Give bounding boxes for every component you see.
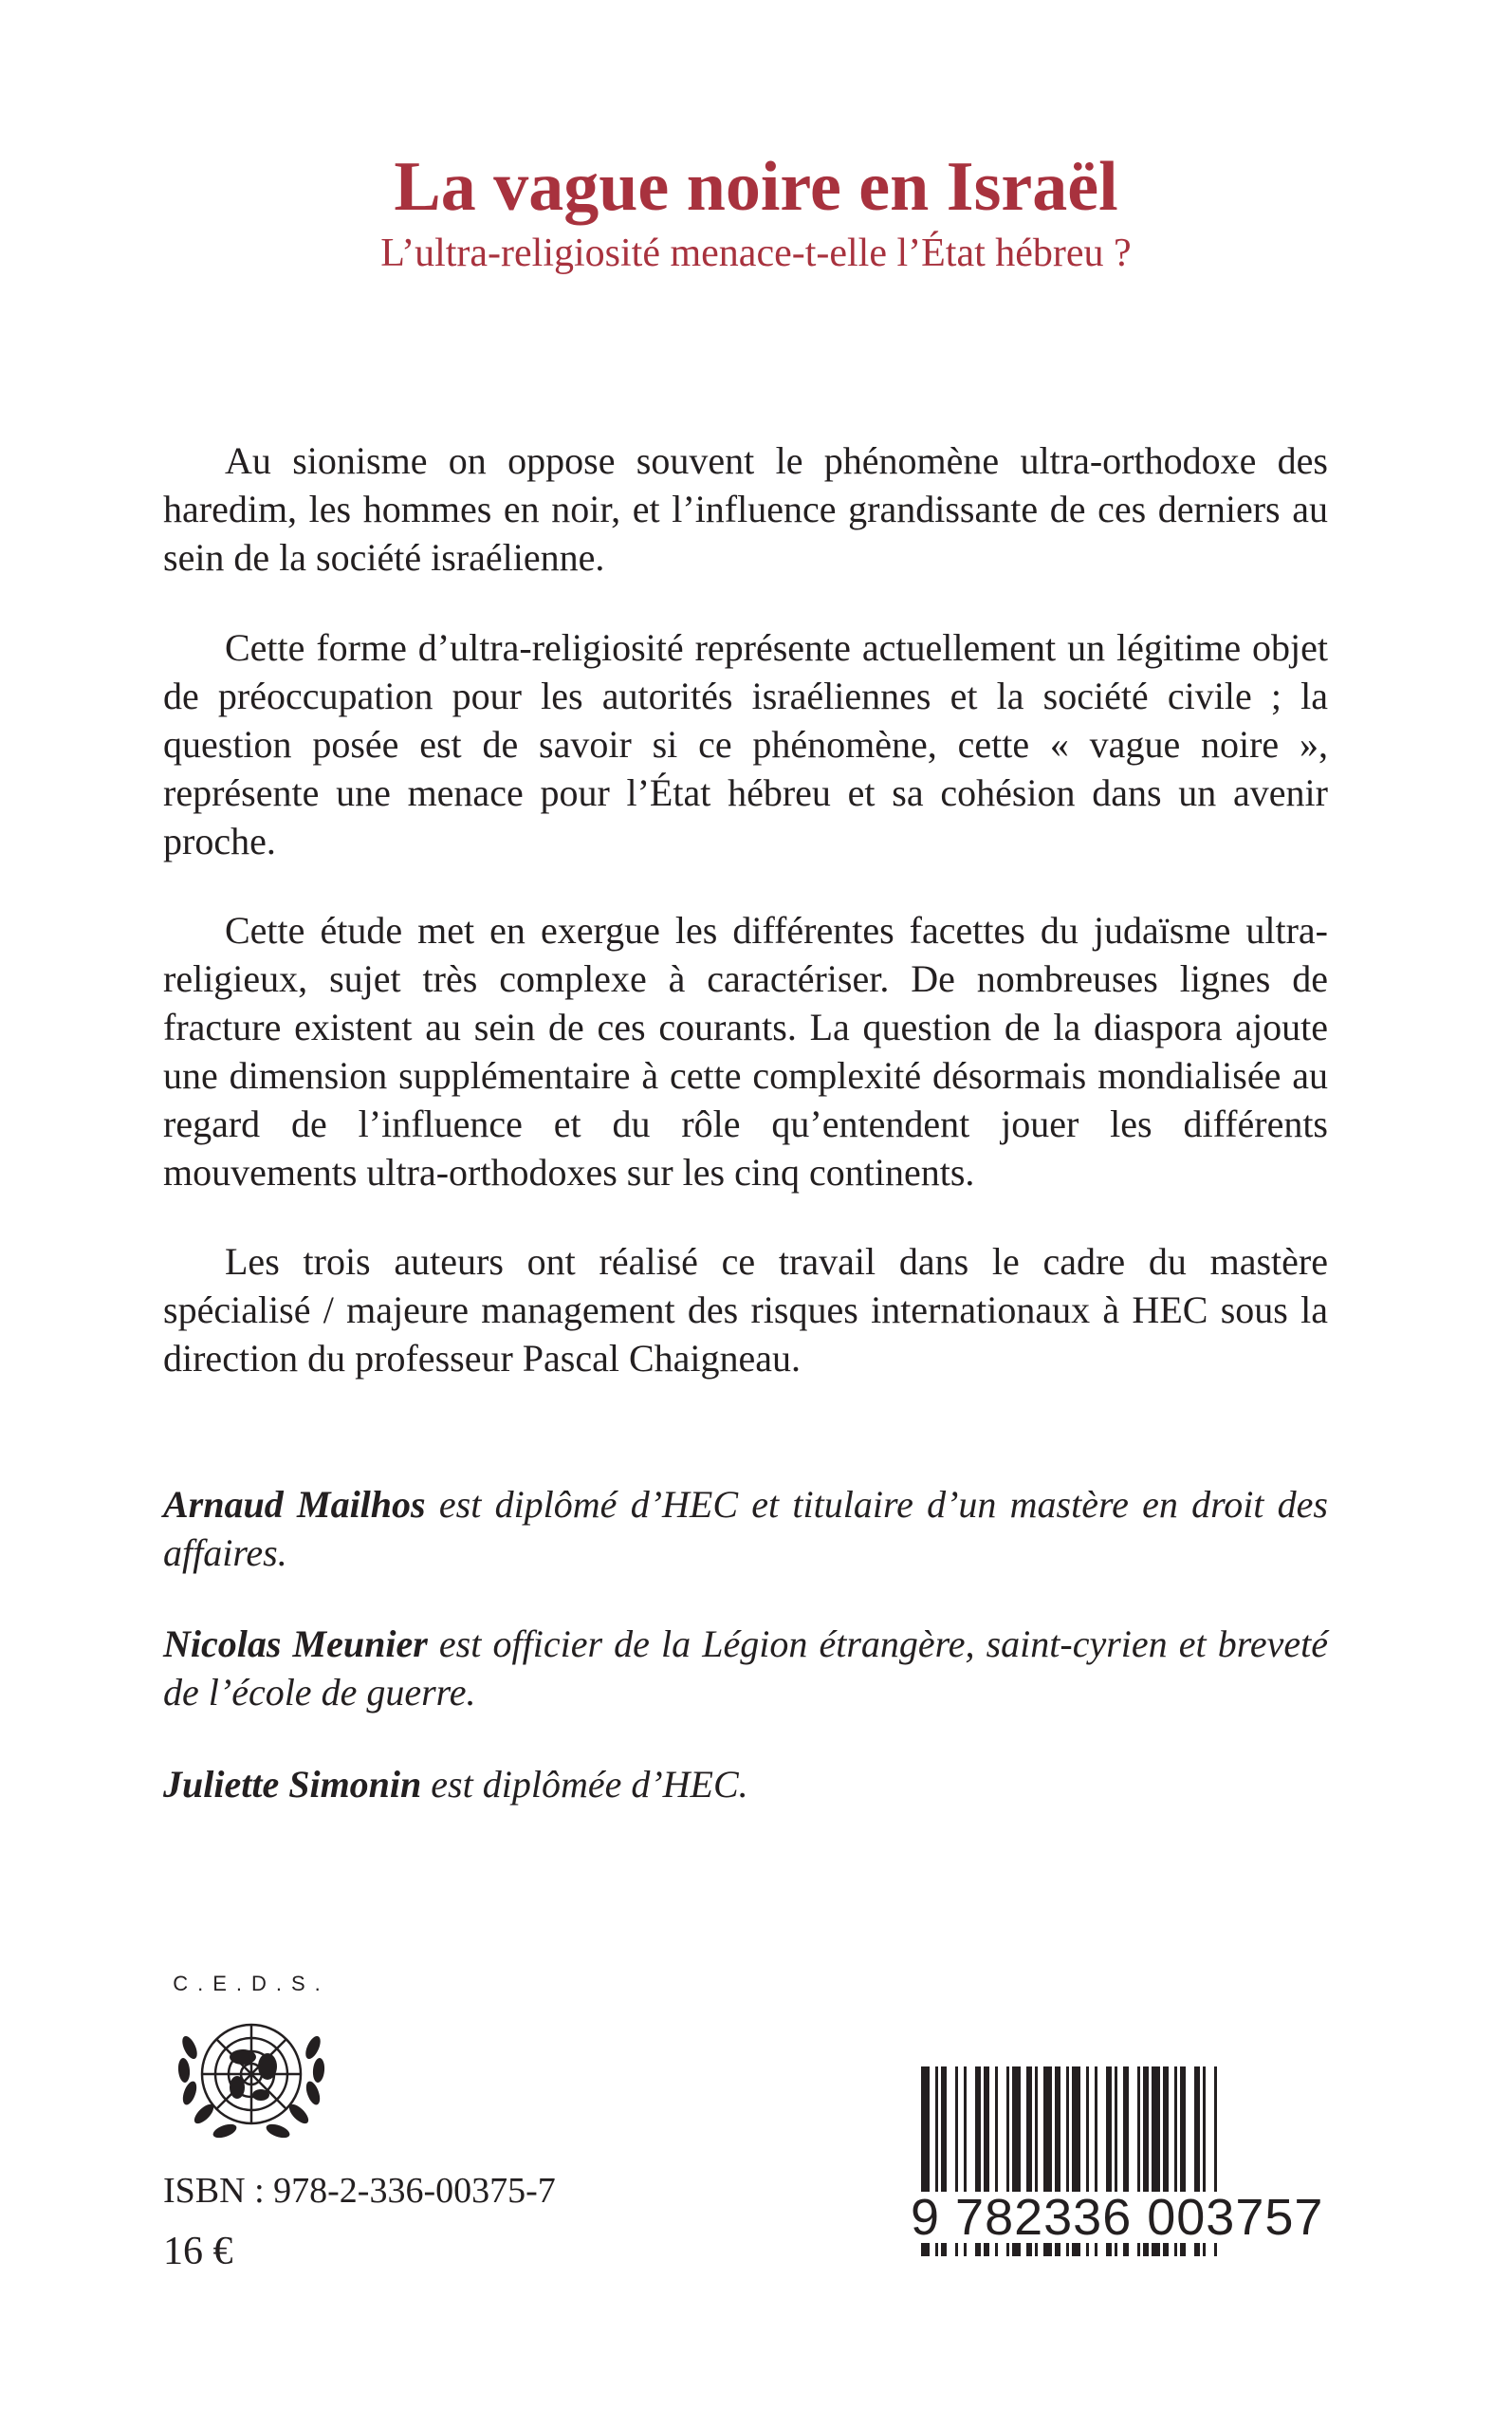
author-description: est diplômé d’HEC et titulaire d’un mastère en droit des affaires.	[163, 1483, 1329, 1574]
author-bio-3	[163, 1760, 1328, 1808]
book-subtitle: L’ultra-religiosité menace-t-elle l’État hébreu ?	[380, 232, 1132, 275]
author-bio-2	[163, 1620, 1328, 1716]
summary-paragraph-3: Cette étude met en exergue les différentes facettes du judaïsme ultra-religieux, sujet très complexe à caractériser. De nombreuses lignes de fracture existent au sein de ces courants. La question de la diaspora ajoute une dimension supplémentaire à cette complexité désormais mondialisée au regard de l’influence et du rôle qu’entendent jouer les différents mouvements ultra-orthodoxes sur les cinq continents.	[163, 909, 1328, 1194]
author-description: est officier de la Légion étrangère, saint-cyrien et breveté de l’école de guerre.	[163, 1622, 1328, 1714]
barcode-digits: 9 782336 003757	[911, 2189, 1324, 2246]
book-title: La vague noire en Israël	[394, 148, 1118, 226]
publisher-logo	[161, 1972, 341, 2180]
price-text: 16 €	[163, 2230, 233, 2273]
author-description: est diplômée d’HEC.	[421, 1763, 748, 1806]
author-bio-1	[163, 1480, 1328, 1577]
isbn-text: ISBN : 978-2-336-00375-7	[163, 2171, 556, 2211]
summary-paragraph-1: Au sionisme on oppose souvent le phénomène ultra-orthodoxe des haredim, les hommes en noir, et l’influence grandissante de ces derniers au sein de la société israélienne.	[163, 439, 1328, 579]
logo-label: C.E.D.S.	[173, 1972, 330, 1995]
summary-paragraph-4: Les trois auteurs ont réalisé ce travail dans le cadre du mastère spécialisé / majeure management des risques internationaux à HEC sous la direction du professeur Pascal Chaigneau.	[163, 1240, 1328, 1380]
author-name: Nicolas Meunier	[163, 1622, 428, 1665]
author-name: Juliette Simonin	[163, 1763, 422, 1806]
summary-paragraph-2: Cette forme d’ultra-religiosité représente actuellement un légitime objet de préoccupation pour les autorités israéliennes et la société civile ; la question posée est de savoir si ce phénomène, cette « vague noire », représente une menace pour l’État hébreu et sa cohésion dans un avenir proche.	[163, 626, 1328, 862]
author-name: Arnaud Mailhos	[163, 1483, 426, 1526]
globe-laurel-icon	[161, 2000, 341, 2161]
